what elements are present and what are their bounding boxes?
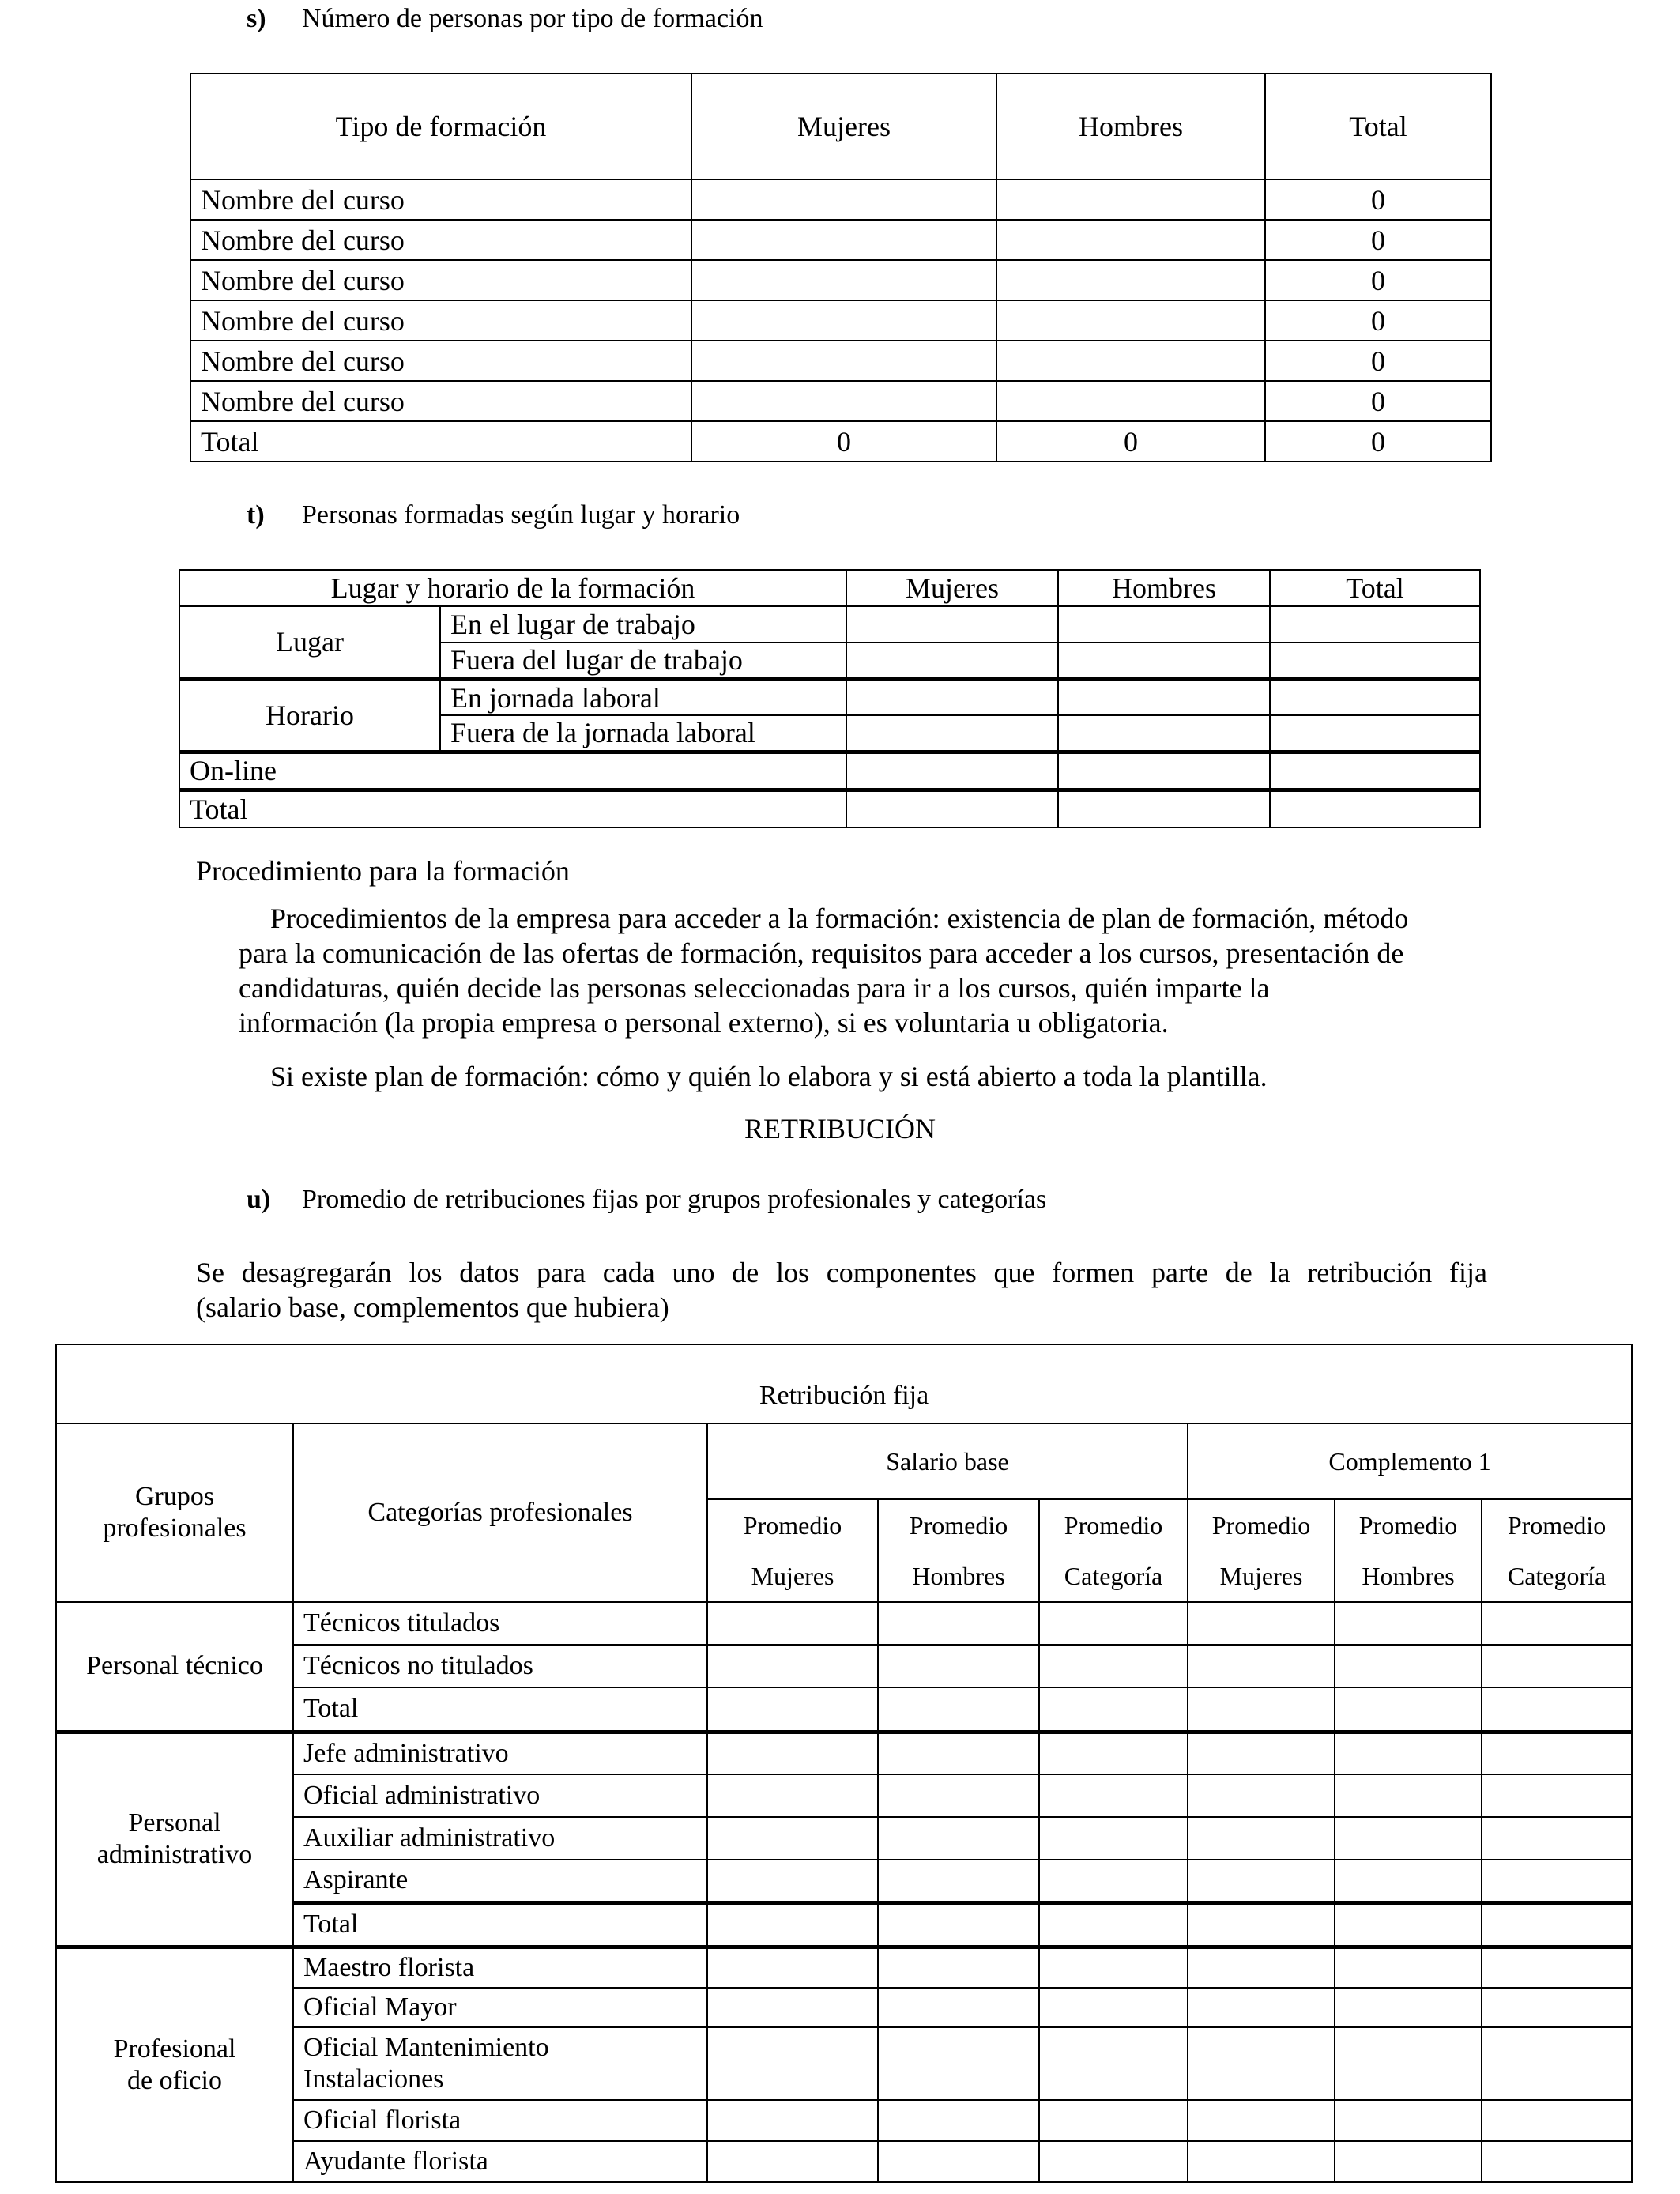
data-cell[interactable] (707, 1774, 878, 1817)
category-line: Oficial Mantenimiento (303, 2033, 549, 2062)
category-label: Oficial Mayor (293, 1988, 707, 2027)
total-total: 0 (1265, 421, 1491, 462)
header-categorias: Categorías profesionales (293, 1423, 707, 1602)
data-cell[interactable] (1039, 1732, 1188, 1774)
cell-mujeres[interactable] (691, 220, 996, 260)
data-cell[interactable] (1188, 1774, 1335, 1817)
header-line: profesionales (103, 1514, 247, 1543)
section-t-heading (247, 499, 740, 531)
data-cell[interactable] (1335, 1947, 1482, 1988)
total-label: Total (179, 790, 846, 827)
cell-hombres[interactable] (996, 220, 1265, 260)
data-cell[interactable] (707, 2100, 878, 2141)
cell-mujeres[interactable] (846, 643, 1058, 679)
group-line: de oficio (127, 2065, 222, 2095)
category-label: Ayudante florista (293, 2141, 707, 2182)
header-complemento-1: Complemento 1 (1188, 1423, 1632, 1499)
subheader-promedio-categoria (1482, 1499, 1632, 1602)
data-cell[interactable] (1039, 1687, 1188, 1732)
data-cell[interactable] (1039, 1817, 1188, 1860)
data-cell[interactable] (1335, 1602, 1482, 1645)
data-cell[interactable] (707, 1817, 878, 1860)
data-cell[interactable] (1482, 1732, 1632, 1774)
data-cell[interactable] (1482, 1902, 1632, 1947)
data-cell[interactable] (878, 2100, 1039, 2141)
cell-hombres[interactable] (996, 260, 1265, 300)
formacion-tipo-table (190, 73, 1492, 462)
group-personal-administrativo (56, 1732, 293, 1947)
cell-total: 0 (1265, 179, 1491, 220)
cell-mujeres[interactable] (846, 606, 1058, 643)
table-row (190, 300, 1491, 341)
data-cell[interactable] (878, 1988, 1039, 2027)
table-row (56, 1817, 1632, 1860)
data-cell[interactable] (707, 1645, 878, 1687)
table-row (190, 381, 1491, 421)
data-cell[interactable] (1188, 1732, 1335, 1774)
retribucion-heading: RETRIBUCIÓN (744, 1113, 936, 1144)
cell-hombres[interactable] (996, 300, 1265, 341)
subheader-bottom: Mujeres (1219, 1562, 1303, 1590)
data-cell[interactable] (1188, 1860, 1335, 1902)
data-cell[interactable] (878, 2027, 1039, 2100)
data-cell[interactable] (878, 1732, 1039, 1774)
header-tipo: Tipo de formación (190, 74, 691, 179)
course-name: Nombre del curso (190, 220, 691, 260)
cell-hombres[interactable] (996, 341, 1265, 381)
cell-mujeres[interactable] (691, 341, 996, 381)
subheader-promedio-hombres (878, 1499, 1039, 1602)
cell-total[interactable] (1270, 715, 1480, 752)
category-label: Aspirante (293, 1860, 707, 1902)
total-hombres: 0 (996, 421, 1265, 462)
data-cell[interactable] (1039, 1602, 1188, 1645)
cell-mujeres[interactable] (846, 752, 1058, 790)
section-letter: t) (247, 500, 265, 530)
cell-total: 0 (1265, 341, 1491, 381)
data-cell[interactable] (1188, 1988, 1335, 2027)
data-cell[interactable] (1039, 1860, 1188, 1902)
table-row (56, 1774, 1632, 1817)
data-cell[interactable] (1335, 1687, 1482, 1732)
cell-total: 0 (1265, 260, 1491, 300)
cell-total[interactable] (1270, 752, 1480, 790)
section-title: Promedio de retribuciones fijas por grupos profesionales y categorías (302, 1185, 1047, 1214)
subheader-bottom: Mujeres (751, 1562, 834, 1590)
data-cell[interactable] (878, 1687, 1039, 1732)
total-row (190, 421, 1491, 462)
subheader-promedio-categoria (1039, 1499, 1188, 1602)
cell-total: 0 (1265, 381, 1491, 421)
data-cell[interactable] (1039, 1902, 1188, 1947)
cell-hombres[interactable] (996, 381, 1265, 421)
subheader-bottom: Hombres (1362, 1562, 1455, 1590)
data-cell[interactable] (878, 1817, 1039, 1860)
table-row (190, 341, 1491, 381)
header-lugar-horario: Lugar y horario de la formación (179, 570, 846, 606)
subheader-top: Promedio (743, 1511, 842, 1540)
horario-item: Fuera de la jornada laboral (440, 715, 846, 752)
cell-total[interactable] (1270, 606, 1480, 643)
data-cell[interactable] (707, 1902, 878, 1947)
subheader-top: Promedio (1064, 1511, 1163, 1540)
text-line: para la comunicación de las ofertas de formación, requisitos para acceder a los cursos, presentación de (239, 937, 1404, 969)
header-hombres: Hombres (1058, 570, 1270, 606)
group-line: Personal (128, 1808, 221, 1838)
table-row (56, 1602, 1632, 1645)
data-cell[interactable] (1482, 1988, 1632, 2027)
subheader-promedio-hombres (1335, 1499, 1482, 1602)
data-cell[interactable] (707, 2141, 878, 2182)
data-cell[interactable] (1335, 1860, 1482, 1902)
text-line: Procedimientos de la empresa para acceder a la formación: existencia de plan de formación, método (270, 903, 1409, 934)
data-cell[interactable] (1482, 1774, 1632, 1817)
data-cell[interactable] (1039, 1947, 1188, 1988)
cell-total: 0 (1265, 300, 1491, 341)
table-row (56, 1947, 1632, 1988)
data-cell[interactable] (1482, 2141, 1632, 2182)
category-total: Total (293, 1687, 707, 1732)
table-row (190, 220, 1491, 260)
data-cell[interactable] (1482, 2100, 1632, 2141)
table-row (56, 1988, 1632, 2027)
cell-mujeres[interactable] (691, 179, 996, 220)
horario-item: En jornada laboral (440, 679, 846, 715)
subheader-top: Promedio (1211, 1511, 1311, 1540)
data-cell[interactable] (1482, 1645, 1632, 1687)
section-title: Personas formadas según lugar y horario (302, 500, 740, 530)
data-cell[interactable] (1335, 1645, 1482, 1687)
section-s-heading (247, 3, 763, 35)
cell-total[interactable] (1270, 643, 1480, 679)
subheader-bottom: Categoría (1507, 1562, 1607, 1590)
table-row (56, 1732, 1632, 1774)
category-label: Auxiliar administrativo (293, 1817, 707, 1860)
data-cell[interactable] (1335, 1988, 1482, 2027)
data-cell[interactable] (1335, 1817, 1482, 1860)
data-cell[interactable] (1039, 1645, 1188, 1687)
data-cell[interactable] (1039, 1774, 1188, 1817)
data-cell[interactable] (1039, 2141, 1188, 2182)
data-cell[interactable] (1482, 1817, 1632, 1860)
lugar-item: En el lugar de trabajo (440, 606, 846, 643)
data-cell[interactable] (707, 1947, 878, 1988)
text-line: Se desagregarán los datos para cada uno de los componentes que formen parte de la retribución fija (196, 1257, 1487, 1288)
total-label: Total (190, 421, 691, 462)
cell-hombres[interactable] (1058, 790, 1270, 827)
cell-hombres[interactable] (1058, 715, 1270, 752)
lugar-item: Fuera del lugar de trabajo (440, 643, 846, 679)
category-label: Técnicos titulados (293, 1602, 707, 1645)
cell-total[interactable] (1270, 679, 1480, 715)
cell-mujeres[interactable] (846, 679, 1058, 715)
group-line: administrativo (96, 1840, 253, 1869)
table-row (56, 1687, 1632, 1732)
text-line: (salario base, complementos que hubiera) (196, 1291, 669, 1323)
cell-mujeres[interactable] (691, 300, 996, 341)
cell-mujeres[interactable] (691, 381, 996, 421)
data-cell[interactable] (1188, 1645, 1335, 1687)
text-line: información (la propia empresa o personal externo), si es voluntaria u obligatoria. (239, 1007, 1169, 1039)
subheader-top: Promedio (909, 1511, 1008, 1540)
course-name: Nombre del curso (190, 260, 691, 300)
lugar-label: Lugar (179, 606, 440, 679)
data-cell[interactable] (1188, 1602, 1335, 1645)
horario-label: Horario (179, 679, 440, 752)
table-row (190, 179, 1491, 220)
category-label: Maestro florista (293, 1947, 707, 1988)
procedimiento-paragraph-1 (239, 901, 1487, 1040)
header-total: Total (1265, 74, 1491, 179)
category-label: Oficial florista (293, 2100, 707, 2141)
data-cell[interactable] (878, 1902, 1039, 1947)
category-line: Instalaciones (303, 2064, 444, 2094)
table-row (56, 1902, 1632, 1947)
cell-total[interactable] (1270, 790, 1480, 827)
data-cell[interactable] (878, 1645, 1039, 1687)
data-cell[interactable] (1188, 1817, 1335, 1860)
data-cell[interactable] (878, 1860, 1039, 1902)
section-letter: u) (247, 1185, 271, 1214)
category-total: Total (293, 1902, 707, 1947)
table-row (56, 2100, 1632, 2141)
data-cell[interactable] (878, 2141, 1039, 2182)
data-cell[interactable] (1482, 1860, 1632, 1902)
section-u-heading (247, 1184, 1046, 1216)
data-cell[interactable] (878, 1947, 1039, 1988)
data-cell[interactable] (878, 1602, 1039, 1645)
cell-hombres[interactable] (996, 179, 1265, 220)
data-cell[interactable] (1335, 1774, 1482, 1817)
subheader-top: Promedio (1507, 1511, 1607, 1540)
header-total: Total (1270, 570, 1480, 606)
category-label (293, 2027, 707, 2100)
online-label: On-line (179, 752, 846, 790)
procedimiento-paragraph-2: Si existe plan de formación: cómo y quién lo elabora y si está abierto a toda la plantilla. (270, 1061, 1268, 1092)
cell-hombres[interactable] (1058, 679, 1270, 715)
data-cell[interactable] (1335, 2100, 1482, 2141)
procedimiento-title: Procedimiento para la formación (196, 855, 570, 887)
course-name: Nombre del curso (190, 179, 691, 220)
data-cell[interactable] (707, 2027, 878, 2100)
data-cell[interactable] (1335, 1732, 1482, 1774)
subheader-bottom: Categoría (1064, 1562, 1163, 1590)
section-u-intro (196, 1255, 1487, 1325)
header-mujeres: Mujeres (846, 570, 1058, 606)
cell-total: 0 (1265, 220, 1491, 260)
table-title: Retribución fija (56, 1344, 1632, 1423)
data-cell[interactable] (707, 1602, 878, 1645)
group-personal-tecnico: Personal técnico (56, 1602, 293, 1732)
data-cell[interactable] (1482, 1602, 1632, 1645)
table-row (56, 1860, 1632, 1902)
data-cell[interactable] (1039, 2100, 1188, 2141)
data-cell[interactable] (1188, 1687, 1335, 1732)
category-label: Oficial administrativo (293, 1774, 707, 1817)
table-row (190, 260, 1491, 300)
header-salario-base: Salario base (707, 1423, 1188, 1499)
category-label: Técnicos no titulados (293, 1645, 707, 1687)
course-name: Nombre del curso (190, 381, 691, 421)
section-letter: s) (247, 4, 266, 33)
total-mujeres: 0 (691, 421, 996, 462)
cell-hombres[interactable] (1058, 606, 1270, 643)
data-cell[interactable] (707, 1687, 878, 1732)
data-cell[interactable] (1188, 2141, 1335, 2182)
header-hombres: Hombres (996, 74, 1265, 179)
data-cell[interactable] (1039, 2027, 1188, 2100)
table-row (56, 2027, 1632, 2100)
subheader-bottom: Hombres (912, 1562, 1005, 1590)
course-name: Nombre del curso (190, 341, 691, 381)
data-cell[interactable] (1188, 2100, 1335, 2141)
data-cell[interactable] (1188, 2027, 1335, 2100)
text-line: candidaturas, quién decide las personas seleccionadas para ir a los cursos, quién imparte la (239, 972, 1270, 1004)
data-cell[interactable] (707, 1732, 878, 1774)
cell-hombres[interactable] (1058, 643, 1270, 679)
header-line: Grupos (134, 1482, 215, 1511)
data-cell[interactable] (707, 1988, 878, 2027)
section-title: Número de personas por tipo de formación (302, 4, 763, 33)
cell-hombres[interactable] (1058, 752, 1270, 790)
data-cell[interactable] (1482, 1687, 1632, 1732)
data-cell[interactable] (1335, 2027, 1482, 2100)
header-grupos (56, 1423, 293, 1602)
data-cell[interactable] (1482, 2027, 1632, 2100)
data-cell[interactable] (1039, 1988, 1188, 2027)
cell-mujeres[interactable] (846, 790, 1058, 827)
data-cell[interactable] (1335, 1902, 1482, 1947)
data-cell[interactable] (1335, 2141, 1482, 2182)
subheader-promedio-mujeres (1188, 1499, 1335, 1602)
lugar-horario-table (179, 569, 1481, 828)
data-cell[interactable] (878, 1774, 1039, 1817)
cell-mujeres[interactable] (846, 715, 1058, 752)
group-line: Profesional (113, 2034, 236, 2064)
group-profesional-de-oficio (56, 1947, 293, 2182)
table-row (56, 1645, 1632, 1687)
subheader-top: Promedio (1358, 1511, 1458, 1540)
header-mujeres: Mujeres (691, 74, 996, 179)
cell-mujeres[interactable] (691, 260, 996, 300)
data-cell[interactable] (1482, 1947, 1632, 1988)
data-cell[interactable] (1188, 1902, 1335, 1947)
category-label: Jefe administrativo (293, 1732, 707, 1774)
course-name: Nombre del curso (190, 300, 691, 341)
data-cell[interactable] (1188, 1947, 1335, 1988)
data-cell[interactable] (707, 1860, 878, 1902)
table-row (56, 2141, 1632, 2182)
subheader-promedio-mujeres (707, 1499, 878, 1602)
retribucion-fija-table (55, 1344, 1633, 2183)
